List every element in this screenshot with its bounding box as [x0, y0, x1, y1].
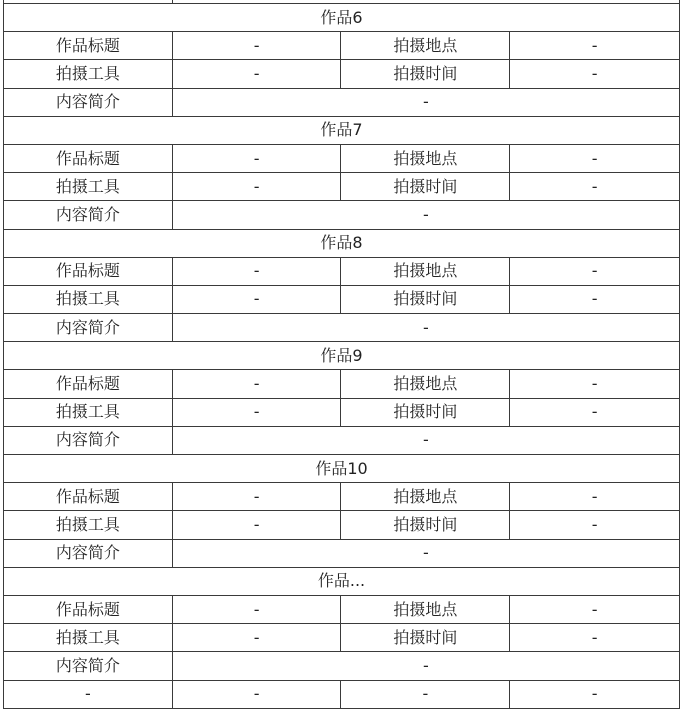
value-work-title: -: [172, 370, 341, 398]
label-shoot-tool: 拍摄工具: [4, 60, 173, 88]
work-heading-row: [4, 116, 680, 144]
label-shoot-location: 拍摄地点: [341, 32, 510, 60]
label-shoot-time: 拍摄时间: [341, 173, 510, 201]
work-heading: 作品...: [4, 567, 680, 595]
work-heading-row: [4, 455, 680, 483]
label-shoot-time: 拍摄时间: [341, 511, 510, 539]
value-shoot-location: -: [510, 144, 680, 172]
work-heading-row: [4, 342, 680, 370]
value-shoot-time: -: [510, 285, 680, 313]
work-heading: 作品10: [4, 455, 680, 483]
work-heading-row: [4, 229, 680, 257]
value-shoot-tool: -: [172, 285, 341, 313]
value-shoot-location: -: [510, 32, 680, 60]
value-content-summary: -: [172, 652, 679, 680]
work-heading: 作品6: [4, 4, 680, 32]
table-row: [4, 88, 680, 116]
work-heading: 作品8: [4, 229, 680, 257]
work-heading: 作品9: [4, 342, 680, 370]
value-shoot-location: -: [510, 483, 680, 511]
value-shoot-time: -: [510, 398, 680, 426]
label-shoot-tool: 拍摄工具: [4, 285, 173, 313]
table-row: [4, 624, 680, 652]
table-row: [4, 595, 680, 623]
table-row: [4, 173, 680, 201]
label-work-title: 作品标题: [4, 483, 173, 511]
table-row: [4, 511, 680, 539]
label-work-title: 作品标题: [4, 595, 173, 623]
work-heading: 作品7: [4, 116, 680, 144]
footer-cell: -: [4, 680, 173, 708]
works-table-body: [4, 0, 680, 708]
label-shoot-location: 拍摄地点: [341, 257, 510, 285]
table-row: [4, 285, 680, 313]
table-row: [4, 60, 680, 88]
value-work-title: -: [172, 483, 341, 511]
value-shoot-tool: -: [172, 511, 341, 539]
value-work-title: -: [172, 144, 341, 172]
table-row: [4, 144, 680, 172]
value-shoot-time: -: [510, 173, 680, 201]
value-shoot-location: -: [510, 370, 680, 398]
works-table: [3, 0, 680, 709]
label-work-title: 作品标题: [4, 257, 173, 285]
label-shoot-location: 拍摄地点: [341, 370, 510, 398]
label-content-summary: 内容简介: [4, 314, 173, 342]
label-content-summary: 内容简介: [4, 539, 173, 567]
table-row: [4, 483, 680, 511]
value-shoot-tool: -: [172, 398, 341, 426]
label-content-summary: 内容简介: [4, 88, 173, 116]
footer-cell: -: [510, 680, 680, 708]
value-shoot-time: -: [510, 624, 680, 652]
label-shoot-tool: 拍摄工具: [4, 624, 173, 652]
label-work-title: 作品标题: [4, 32, 173, 60]
label-content-summary: 内容简介: [4, 201, 173, 229]
table-row: [4, 426, 680, 454]
value-work-title: -: [172, 595, 341, 623]
label-work-title: 作品标题: [4, 370, 173, 398]
label-shoot-time: 拍摄时间: [341, 60, 510, 88]
table-row: [4, 370, 680, 398]
work-heading-row: [4, 4, 680, 32]
label-shoot-tool: 拍摄工具: [4, 398, 173, 426]
value-shoot-time: -: [510, 60, 680, 88]
label-shoot-location: 拍摄地点: [341, 595, 510, 623]
label-shoot-tool: 拍摄工具: [4, 173, 173, 201]
value-shoot-location: -: [510, 595, 680, 623]
value-work-title: -: [172, 32, 341, 60]
table-row: [4, 539, 680, 567]
table-row: [4, 398, 680, 426]
value-shoot-tool: -: [172, 60, 341, 88]
work-heading-row: [4, 567, 680, 595]
label-shoot-tool: 拍摄工具: [4, 511, 173, 539]
table-row: [4, 652, 680, 680]
value-shoot-tool: -: [172, 173, 341, 201]
table-row: [4, 32, 680, 60]
label-shoot-location: 拍摄地点: [341, 144, 510, 172]
value-content-summary: -: [172, 426, 679, 454]
footer-cell: -: [172, 680, 341, 708]
value-content-summary: -: [172, 314, 679, 342]
footer-cell: -: [341, 680, 510, 708]
value-shoot-time: -: [510, 511, 680, 539]
table-row: [4, 201, 680, 229]
label-content-summary: 内容简介: [4, 652, 173, 680]
label-shoot-time: 拍摄时间: [341, 624, 510, 652]
label-content-summary: 内容简介: [4, 426, 173, 454]
table-row: [4, 257, 680, 285]
value-work-title: -: [172, 257, 341, 285]
table-row: [4, 314, 680, 342]
label-shoot-location: 拍摄地点: [341, 483, 510, 511]
table-row-footer: [4, 680, 680, 708]
label-shoot-time: 拍摄时间: [341, 285, 510, 313]
label-shoot-time: 拍摄时间: [341, 398, 510, 426]
value-content-summary: -: [172, 201, 679, 229]
value-content-summary: -: [172, 539, 679, 567]
value-content-summary: -: [172, 88, 679, 116]
value-shoot-tool: -: [172, 624, 341, 652]
label-work-title: 作品标题: [4, 144, 173, 172]
value-shoot-location: -: [510, 257, 680, 285]
